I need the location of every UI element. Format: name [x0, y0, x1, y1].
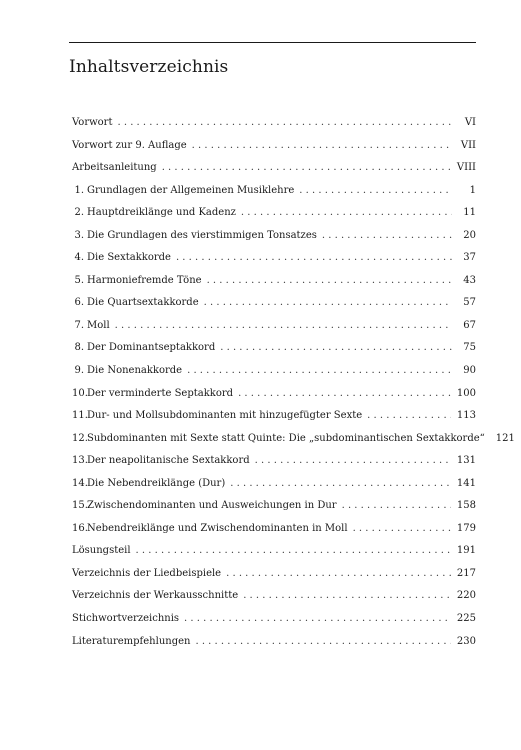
toc-entry-label: Nebendreiklänge und Zwischendominanten in Moll — [87, 522, 348, 534]
toc-entry — [69, 409, 476, 432]
dot-leader — [342, 499, 451, 512]
toc-entry-page: 113 — [456, 410, 476, 422]
toc-entry-label: Moll — [87, 319, 110, 331]
toc-entry-label: Die Sextakkorde — [87, 252, 171, 264]
dot-leader — [220, 341, 452, 354]
toc-entry — [69, 296, 476, 319]
dot-leader — [238, 387, 451, 400]
toc-entry — [69, 387, 476, 410]
toc-entry-number: 4. — [74, 252, 84, 264]
header-rule — [69, 42, 476, 43]
dot-leader — [117, 116, 452, 129]
toc-entry-page: 217 — [456, 567, 476, 579]
toc-entry-page: 191 — [456, 545, 476, 557]
toc-entry-page: 1 — [469, 184, 476, 196]
toc-entry-label: Arbeitsanleitung — [72, 162, 157, 174]
toc-entry-page: 100 — [456, 387, 476, 399]
toc-entry-label: Verzeichnis der Liedbeispiele — [72, 567, 222, 579]
toc-entry-label: Die Quartsextakkorde — [87, 297, 199, 309]
toc-entry-label: Die Nebendreiklänge (Dur) — [87, 477, 226, 489]
dot-leader — [353, 522, 451, 535]
toc-entry — [69, 567, 476, 590]
dot-leader — [176, 251, 452, 264]
toc-entry-page: 131 — [456, 455, 476, 467]
toc-entry-label: Der verminderte Septakkord — [87, 387, 234, 399]
toc-entry — [69, 139, 476, 162]
toc-entry-number: 9. — [74, 365, 84, 377]
toc-entry-page: 75 — [463, 342, 476, 354]
toc-entry-number: 8. — [74, 342, 84, 354]
toc-entry-page: VII — [460, 139, 476, 151]
toc-entry-number: 12. — [72, 432, 88, 444]
toc-entry-page: VIII — [456, 162, 476, 174]
toc-entry — [69, 454, 476, 477]
toc-entry-label: Grundlagen der Allgemeinen Musiklehre — [87, 184, 295, 196]
toc-entry — [69, 184, 476, 207]
toc-entry — [69, 341, 476, 364]
toc-entry-number: 13. — [72, 455, 88, 467]
toc-entry — [69, 364, 476, 387]
toc-entry-page: VI — [464, 117, 476, 128]
toc-entry — [69, 251, 476, 274]
toc-entry — [69, 161, 476, 184]
toc-entry-label: Dur- und Mollsubdominanten mit hinzugefügter Sexte — [87, 410, 363, 422]
toc-entry-label: Hauptdreiklänge und Kadenz — [87, 207, 236, 219]
toc-entry-number: 5. — [74, 274, 84, 286]
dot-leader — [322, 229, 452, 242]
dot-leader — [187, 364, 452, 377]
toc-entry-label: Der neapolitanische Sextakkord — [87, 455, 250, 467]
toc-entry-label: Harmoniefremde Töne — [87, 274, 202, 286]
toc-entry-label: Vorwort zur 9. Auflage — [72, 139, 187, 151]
toc-entry-page: 220 — [456, 590, 476, 602]
toc-entry — [69, 522, 476, 545]
toc-entry — [69, 319, 476, 342]
toc-entry — [69, 229, 476, 252]
toc-entry-number: 15. — [72, 500, 88, 512]
toc-entry-page: 20 — [463, 229, 476, 241]
toc-entry-page: 57 — [463, 297, 476, 309]
dot-leader — [367, 409, 451, 422]
toc-entry-label: Subdominanten mit Sexte statt Quinte: Die „subdominantischen Sextakkorde“ — [87, 432, 485, 444]
toc-entry — [69, 544, 476, 567]
toc-entry-label: Der Dominantseptakkord — [87, 342, 216, 354]
toc-entry — [69, 432, 515, 455]
dot-leader — [207, 274, 452, 287]
toc-entry — [69, 477, 476, 500]
toc-entry-label: Zwischendominanten und Ausweichungen in Dur — [87, 500, 337, 512]
toc-entry-label: Die Grundlagen des vierstimmigen Tonsatzes — [87, 229, 317, 241]
toc-entry-number: 14. — [72, 477, 88, 489]
dot-leader — [184, 612, 451, 625]
toc-entry-label: Lösungsteil — [72, 545, 131, 557]
dot-leader — [241, 206, 452, 219]
toc-entry-number: 16. — [72, 522, 88, 534]
toc-entry — [69, 589, 476, 612]
dot-leader — [162, 161, 451, 174]
dot-leader — [243, 589, 451, 602]
toc-entry-page: 225 — [456, 613, 476, 625]
table-of-contents — [69, 116, 515, 657]
dot-leader — [299, 184, 452, 197]
toc-entry-page: 67 — [463, 319, 476, 331]
toc-entry-page: 43 — [463, 274, 476, 286]
toc-entry-page: 121 — [495, 432, 515, 444]
toc-entry — [69, 274, 476, 297]
toc-entry-label: Verzeichnis der Werkausschnitte — [72, 590, 239, 602]
toc-entry-page: 11 — [463, 207, 476, 219]
toc-entry-number: 11. — [72, 410, 88, 422]
toc-entry-number: 7. — [74, 319, 84, 331]
page-title: Inhaltsverzeichnis — [69, 57, 229, 77]
dot-leader — [204, 296, 452, 309]
toc-entry — [69, 116, 476, 139]
toc-entry-label: Literaturempfehlungen — [72, 635, 191, 647]
dot-leader — [195, 635, 450, 648]
toc-entry-number: 1. — [74, 184, 84, 196]
dot-leader — [230, 477, 451, 490]
toc-entry-number: 6. — [74, 297, 84, 309]
toc-entry — [69, 612, 476, 635]
toc-entry-label: Die Nonenakkorde — [87, 365, 183, 377]
toc-entry-page: 179 — [456, 522, 476, 534]
toc-entry-label: Vorwort — [72, 117, 113, 128]
toc-entry-label: Stichwortverzeichnis — [72, 613, 180, 625]
toc-entry — [69, 635, 476, 658]
toc-entry — [69, 206, 476, 229]
dot-leader — [255, 454, 451, 467]
toc-entry-number: 10. — [72, 387, 88, 399]
toc-entry-number: 3. — [74, 229, 84, 241]
dot-leader — [226, 567, 451, 580]
toc-entry — [69, 499, 476, 522]
dot-leader — [192, 139, 452, 152]
toc-entry-page: 158 — [456, 500, 476, 512]
toc-entry-page: 141 — [456, 477, 476, 489]
dot-leader — [115, 319, 452, 332]
toc-entry-page: 37 — [463, 252, 476, 264]
toc-entry-number: 2. — [74, 207, 84, 219]
dot-leader — [136, 544, 451, 557]
toc-entry-page: 90 — [463, 365, 476, 377]
toc-entry-page: 230 — [456, 635, 476, 647]
